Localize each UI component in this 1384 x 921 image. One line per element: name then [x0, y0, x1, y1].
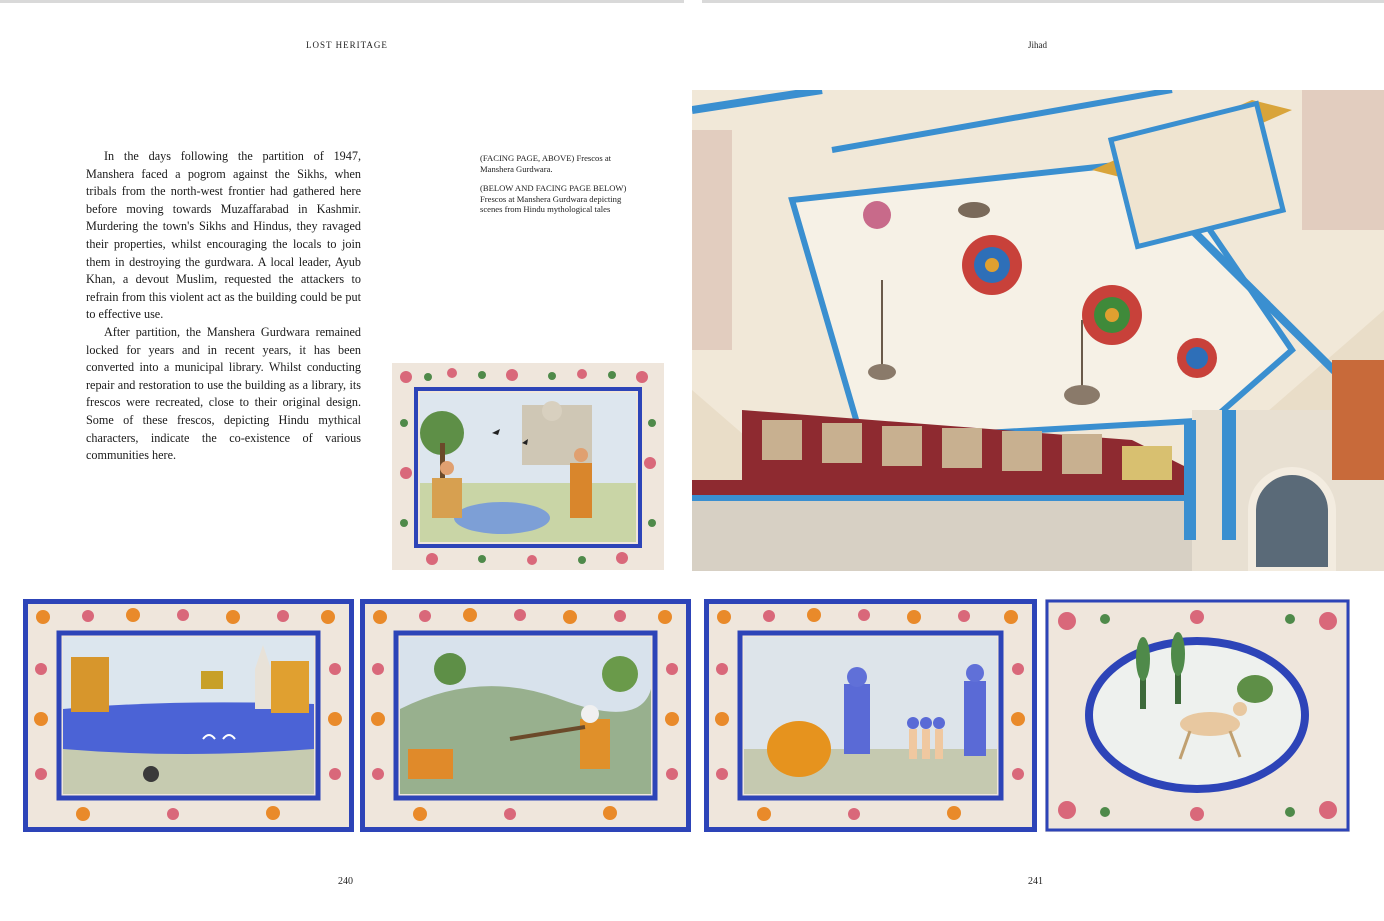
- fresco-well-scene-image: [392, 363, 664, 570]
- left-page-top-edge: [0, 0, 684, 3]
- gurdwara-interior-image: [692, 90, 1384, 571]
- fresco-hunter-tiger-image: [360, 599, 691, 832]
- caption-block: [480, 153, 630, 224]
- right-page-top-edge: [702, 0, 1384, 3]
- fresco-river-temples-image: [23, 599, 354, 832]
- running-head-left: LOST HERITAGE: [306, 40, 388, 50]
- paragraph-2: After partition, the Manshera Gurdwara remained locked for years and in recent years, it has been converted into a municipal library. Whilst conducting repair and restoration to use the building as a library, its frescos were recreated, close to their original design. Some of these frescos, depicting Hindu mythical characters, indicate the co-existence of various communities here.: [86, 324, 361, 463]
- caption-2: (BELOW AND FACING PAGE BELOW) Frescos at Manshera Gurdwara depicting scenes from Hindu mythological tales: [480, 183, 627, 215]
- fresco-deer-medallion-image: [1045, 599, 1350, 832]
- body-text: [86, 148, 361, 465]
- caption-1: (FACING PAGE, ABOVE) Frescos at Manshera Gurdwara.: [480, 153, 612, 174]
- fresco-mythological-figures-image: [704, 599, 1037, 832]
- paragraph-1: In the days following the partition of 1947, Manshera faced a pogrom against the Sikhs, when tribals from the north-west frontier had gathered here before moving towards Muzaffarabad in Kashmir. Murdering the town's Sikhs and Hindus, they ravaged their properties, whilst encouraging the locals to join them in destroying the gurdwara. A local leader, Ayub Khan, a devout Muslim, requested the attackers to refrain from this violent act as the building could be put to effective use.: [86, 149, 361, 322]
- page-number-left: 240: [338, 876, 353, 887]
- running-head-right: Jihad: [1028, 40, 1047, 50]
- page-number-right: 241: [1028, 876, 1043, 887]
